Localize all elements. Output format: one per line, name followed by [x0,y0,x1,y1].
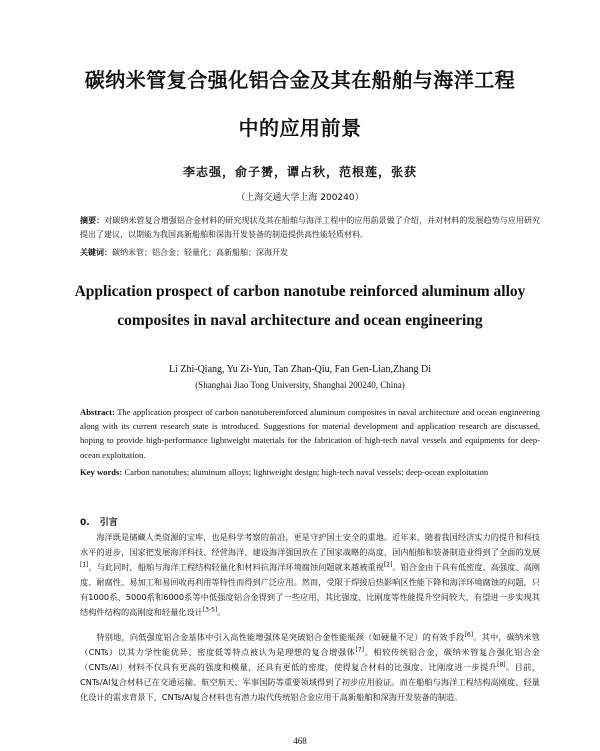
body-paragraph-1-text-a: 海洋既是储藏人类资源的宝库，也是科学考察的前沿，更是守护国土安全的重地。近年来，随着我国经济实力的提升和科技水平的进步，国家把发展海洋科技、经营海洋、建设海洋强国放在了国家战略的高度，国内船舶和装备制造业得到了全面的发展 [80,532,540,557]
section-number: 0. [80,518,90,528]
english-keywords-label: Key words: [80,467,123,477]
body-paragraph-2-text-b: 。其中，碳纳米管（CNTs）以其力学性能优异、密度低等特点被认为是理想的复合增强体 [80,632,540,657]
chinese-keywords-label: 关键词： [80,248,112,257]
english-abstract-label: Abstract: [80,407,115,417]
chinese-abstract [80,214,540,242]
chinese-affiliation: （上海交通大学上海 200240） [236,193,364,203]
english-keywords-text: Carbon nanotubes; aluminum alloys; lightweight design; high-tech naval vessels; deep-ocean exploitation [124,467,489,477]
english-title-line-2: composites in naval architecture and ocean engineering [117,312,483,329]
english-title-line-1: Application prospect of carbon nanotube reinforced aluminum alloy [74,283,526,300]
body-paragraph-2-text-c: 。相较传统铝合金，碳纳米管复合强化铝合金（CNTs/Al）材料不仅具有更高的强度和模量，还具有更低的密度，使得复合材料的比强度、比刚度进一步提升 [80,647,540,672]
body-paragraph-1-text-b: 。与此同时，船舶与海洋工程结构轻量化和材料抗海洋环境腐蚀问题就来越被重视 [88,562,384,572]
body-paragraph-2-text-a: 特别地，向低强度铝合金基体中引入高性能增强体是突破铝合金性能瓶颈（如硬量不足）的有效手段 [96,632,465,642]
citation-ref: [2] [383,561,393,569]
body-paragraph-1-text-d: 。 [217,607,226,617]
citation-ref: [1] [80,561,89,569]
section-heading [80,515,118,528]
english-authors: Li Zhi-Qiang, Yu Zi-Yun, Tan Zhan-Qiu, Fan Gen-Lian,Zhang Di [168,364,432,375]
citation-ref: [6] [464,631,474,639]
page-number: 468 [293,736,307,746]
chinese-abstract-text: 对碳纳米管复合增强铝合金材料的研究现状及其在船舶与海洋工程中的应用前景做了介绍，并对材料的发展趋势与应用研究提出了建议，以期能为我国高新船舶和深海开发装备的制造提供高性能轻质材料。 [80,216,540,239]
english-abstract-text: The application prospect of carbon nanotubereinforced aluminum composites in naval architecture and ocean engineering along with its current research state is introduced. Suggestions for material development and application research are discussed, hoping to provide high-performance lightweight materials for the fabrication of high-tech naval vessels and equipments for deep-ocean exploitation. [80,407,540,460]
english-affiliation: (Shanghai Jiao Tong University, Shanghai 200240, China) [195,380,405,390]
section-title: 引言 [99,518,118,528]
chinese-title-line-2: 中的应用前景 [238,116,362,140]
chinese-keywords-text: 碳纳米管；铝合金；轻量化；高新船舶；深海开发 [112,248,288,257]
chinese-authors: 李志强，俞子赟，谭占秋，范根莲，张获 [182,165,417,179]
citation-ref: [3-5] [202,606,218,614]
english-abstract [80,405,540,462]
english-keywords [80,465,540,479]
body-paragraph-1-text-c: 。铝合金由于具有低密度、高强度、高刚度、耐腐性、易加工和易回收再利用等特性而得到广泛应用。然而，受限于焊接后热影响区性能下降和海洋环境腐蚀的问题，只有1000系、5000系和6000系等中低强度铝合金得到了一些应用，其比强度、比刚度等性能提升空间较大，有望进一步实现其结构件结构的高刚度和轻量化设计 [80,562,540,617]
body-paragraph-1 [80,530,540,620]
body-paragraph-2 [80,630,540,705]
chinese-abstract-label: 摘要： [80,216,105,225]
citation-ref: [8] [497,661,506,669]
chinese-title-line-1: 碳纳米管复合强化铝合金及其在船舶与海洋工程 [84,68,516,92]
citation-ref: [7] [355,646,365,654]
body-paragraph-2-text-d: 。目前，CNTs/Al复合材料已在交通运输、航空航天、军事国防等重要领域得到了初步应用验证。而在船舶与海洋工程结构高刚度、轻量化设计的需求背景下，CNTs/Al复合材料也有潜力取代传统铝合金应用于高新船舶和深海开发装备的制造。 [80,662,540,702]
chinese-keywords [80,246,540,260]
